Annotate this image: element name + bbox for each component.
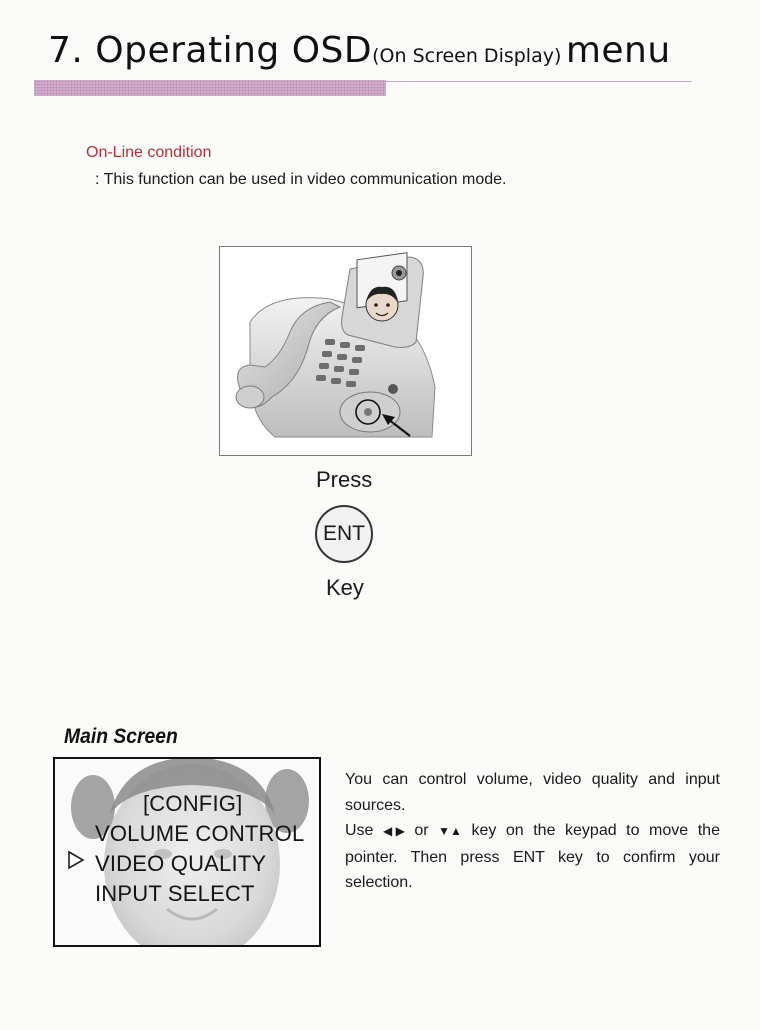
osd-line-config: [CONFIG] (143, 791, 243, 816)
down-up-arrows-icon: ▼▲ (438, 824, 462, 838)
press-label: Press (316, 467, 373, 492)
or-text: or (414, 822, 429, 839)
key-label: Key (326, 575, 364, 600)
osd-preview (53, 757, 321, 947)
ent-key-button: ENT (315, 505, 373, 563)
instruction-text: key on the keypad to move the pointer. Then press ENT key to confirm your selection. (345, 822, 720, 891)
title-main: 7. Operating OSD (48, 30, 373, 71)
pointer-icon (67, 850, 85, 870)
title-underline-rule (386, 81, 692, 82)
osd-line-input-select: INPUT SELECT (95, 881, 255, 906)
title-end: menu (565, 30, 671, 71)
title-paren: (On Screen Display) (372, 45, 562, 67)
left-right-arrows-icon: ◀ ▶ (383, 824, 405, 838)
description (345, 767, 720, 896)
condition-label: On-Line condition (86, 144, 212, 161)
osd-line-volume-control: VOLUME CONTROL (95, 821, 305, 846)
use-text: Use (345, 822, 374, 839)
description-para-2 (345, 818, 720, 896)
condition-text: : This function can be used in video communication mode. (95, 171, 507, 188)
page-title (48, 30, 671, 71)
main-screen-heading: Main Screen (64, 725, 178, 748)
osd-line-video-quality: VIDEO QUALITY (95, 851, 267, 876)
title-underline-bar (34, 80, 386, 96)
videophone-illustration (219, 246, 472, 456)
videophone-icon (220, 247, 471, 455)
description-para-1: You can control volume, video quality and input sources. (345, 771, 720, 814)
